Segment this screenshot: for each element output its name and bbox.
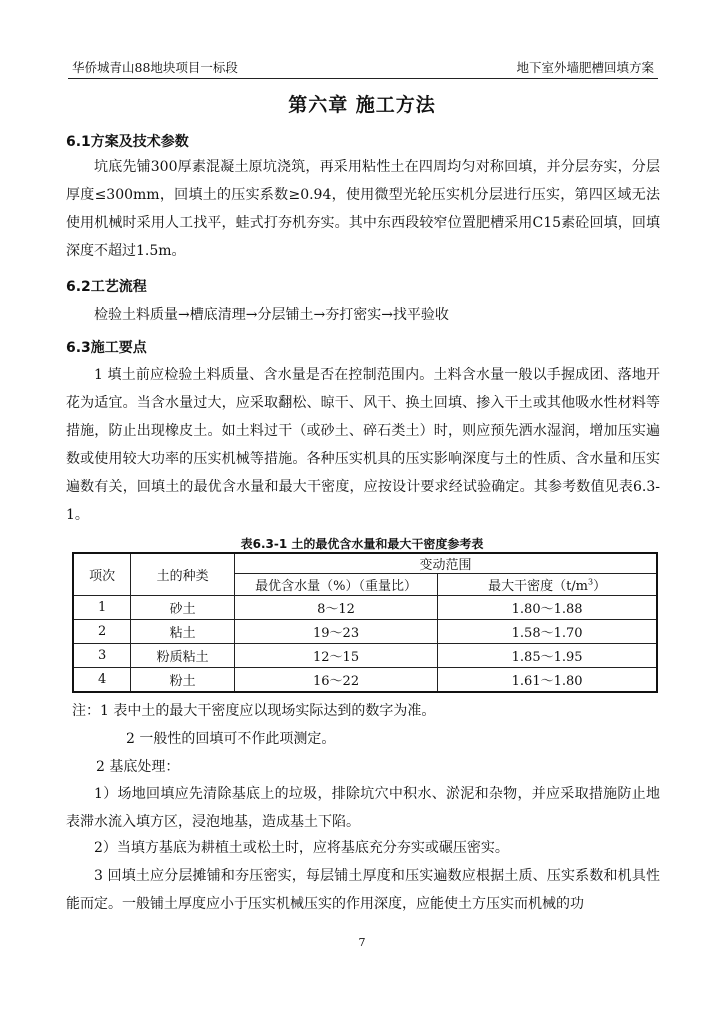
soil-parameter-table bbox=[72, 552, 658, 693]
section-6-1-heading: 6.1方案及技术参数 bbox=[66, 134, 189, 150]
table-caption: 表6.3-1 土的最优含水量和最大干密度参考表 bbox=[240, 537, 484, 551]
table-row bbox=[73, 668, 657, 692]
cell-index: 3 bbox=[73, 644, 131, 668]
cell-density: 1.80～1.88 bbox=[438, 596, 657, 620]
process-flow: 检验土料质量→槽底清理→分层铺土→夯打密实→找平验收 bbox=[94, 307, 449, 323]
cell-soil: 粉土 bbox=[131, 668, 235, 692]
cell-water: 16～22 bbox=[234, 668, 437, 692]
table-row bbox=[73, 596, 657, 620]
cell-index: 2 bbox=[73, 620, 131, 644]
cell-soil: 粘土 bbox=[131, 620, 235, 644]
cell-index: 1 bbox=[73, 596, 131, 620]
cell-index: 4 bbox=[73, 668, 131, 692]
section-6-1-paragraph: 坑底先铺300厚素混凝土原坑浇筑，再采用粘性土在四周均匀对称回填，并分层夯实，分层厚度≤300mm，回填土的压实系数≥0.94，使用微型光轮压实机分层进行压实，第四区域无法使用机械时采用人工找平，蛙式打夯机夯实。其中东西段较窄位置肥槽采用C15素砼回填，回填深度不超过1.5m。 bbox=[66, 159, 660, 259]
header-range: 变动范围 bbox=[234, 553, 657, 574]
cell-soil: 砂土 bbox=[131, 596, 235, 620]
cell-water: 12～15 bbox=[234, 644, 437, 668]
header-doc-title: 地下室外墙肥槽回填方案 bbox=[516, 60, 654, 75]
table-row bbox=[73, 644, 657, 668]
header-max-density: 最大干密度$(t/m^3)$ bbox=[438, 574, 657, 596]
cell-soil: 粉质粘土 bbox=[131, 644, 235, 668]
cell-density: 1.58～1.70 bbox=[438, 620, 657, 644]
table-note-1: 注：1 表中土的最大干密度应以现场实际达到的数字为准。 bbox=[72, 703, 436, 719]
page-header bbox=[68, 58, 658, 79]
item-2-sub-1: 1）场地回填应先清除基底上的垃圾，排除坑穴中积水、淤泥和杂物，并应采取措施防止地表滞水流入填方区，浸泡地基，造成基土下陷。 bbox=[66, 786, 660, 830]
header-soil-type: 土的种类 bbox=[131, 553, 235, 596]
table-row bbox=[73, 620, 657, 644]
cell-water: 8～12 bbox=[234, 596, 437, 620]
section-6-3-heading: 6.3施工要点 bbox=[66, 340, 147, 356]
item-2-title: 2 基底处理： bbox=[96, 759, 180, 775]
table-note-2: 2 一般性的回填可不作此项测定。 bbox=[126, 731, 336, 747]
item-3-paragraph: 3 回填土应分层摊铺和夯压密实，每层铺土厚度和压实遍数应根据土质、压实系数和机具性能而定。一般铺土厚度应小于压实机械压实的作用深度，应能使土方压实而机械的功 bbox=[66, 868, 660, 912]
item-2-sub-2: 2）当填方基底为耕植土或松土时，应将基底充分夯实或碾压密实。 bbox=[94, 840, 509, 856]
header-project-name: 华侨城青山88地块项目一标段 bbox=[72, 60, 238, 75]
page-number: 7 bbox=[358, 936, 366, 949]
chapter-title: 第六章 施工方法 bbox=[288, 94, 436, 116]
header-index: 项次 bbox=[73, 553, 131, 596]
cell-water: 19～23 bbox=[234, 620, 437, 644]
cell-density: 1.61～1.80 bbox=[438, 668, 657, 692]
header-optimal-water: 最优含水量（%）（重量比） bbox=[234, 574, 437, 596]
section-6-3-paragraph-1: 1 填土前应检验土料质量、含水量是否在控制范围内。土料含水量一般以手握成团、落地开花为适宜。当含水量过大，应采取翻松、晾干、风干、换土回填、掺入干土或其他吸水性材料等措施，防止出现橡皮土。如土料过干（或砂土、碎石类土）时，则应预先洒水湿润，增加压实遍数或使用较大功率的压实机械等措施。各种压实机具的压实影响深度与土的性质、含水量和压实遍数有关，回填土的最优含水量和最大干密度，应按设计要求经试验确定。其参考数值见表6.3-1。 bbox=[66, 367, 660, 523]
cell-density: 1.85～1.95 bbox=[438, 644, 657, 668]
section-6-2-heading: 6.2工艺流程 bbox=[66, 279, 147, 295]
